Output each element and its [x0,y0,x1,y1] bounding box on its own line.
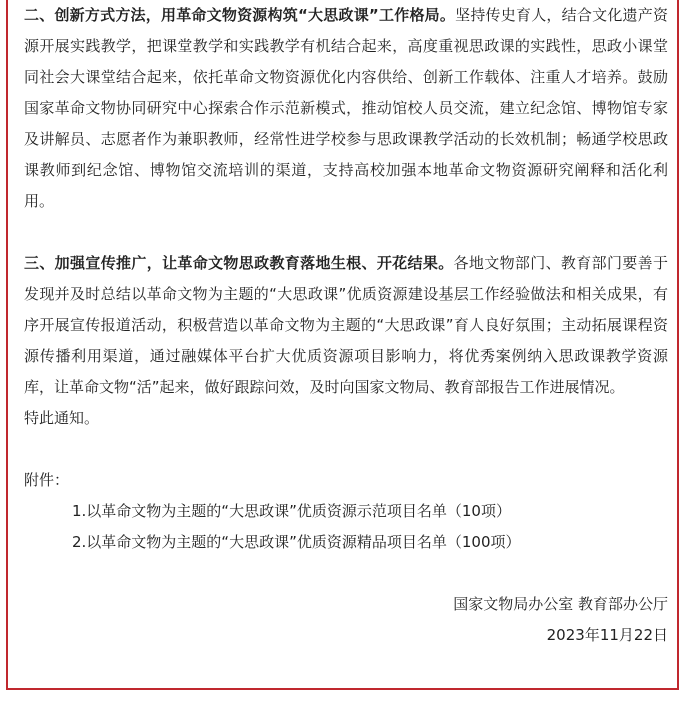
section-3-paragraph [24,248,668,403]
attachment-item-1: 1.以革命文物为主题的“大思政课”优质资源示范项目名单（10项） [72,502,511,520]
issuer: 国家文物局办公室 教育部办公厅 [453,595,668,613]
closing-line: 特此通知。 [24,409,100,427]
signature-block [24,589,668,651]
spacer [24,217,668,248]
section-2-heading: 二、创新方式方法，用革命文物资源构筑“大思政课”工作格局。 [24,6,456,24]
section-3-heading: 三、加强宣传推广，让革命文物思政教育落地生根、开花结果。 [24,254,454,272]
attachments-label: 附件： [24,471,70,489]
attachments [24,465,668,558]
section-3-text: 各地文物部门、教育部门要善于发现并及时总结以革命文物为主题的“大思政课”优质资源建设基层工作经验做法和相关成果，有序开展宣传报道活动，积极营造以革命文物为主题的“大思政课”育人良好氛围；主动拓展课程资源传播利用渠道，通过融媒体平台扩大优质资源项目影响力，将优秀案例纳入思政课教学资源库，让革命文物“活”起来，做好跟踪问效，及时向国家文物局、教育部报告工作进展情况。 [24,254,668,396]
section-2-text: 坚持传史育人，结合文化遗产资源开展实践教学，把课堂教学和实践教学有机结合起来，高度重视思政课的实践性，思政小课堂同社会大课堂结合起来，依托革命文物资源优化内容供给、创新工作载体、注重人才培养。鼓励国家革命文物协同研究中心探索合作示范新模式，推动馆校人员交流，建立纪念馆、博物馆专家及讲解员、志愿者作为兼职教师，经常性进学校参与思政课教学活动的长效机制；畅通学校思政课教师到纪念馆、博物馆交流培训的渠道，支持高校加强本地革命文物资源研究阐释和活化利用。 [24,6,668,210]
issue-date: 2023年11月22日 [546,626,668,644]
section-2-paragraph [24,0,668,217]
attachment-item-2: 2.以革命文物为主题的“大思政课”优质资源精品项目名单（100项） [72,533,521,551]
document-body [24,0,668,651]
